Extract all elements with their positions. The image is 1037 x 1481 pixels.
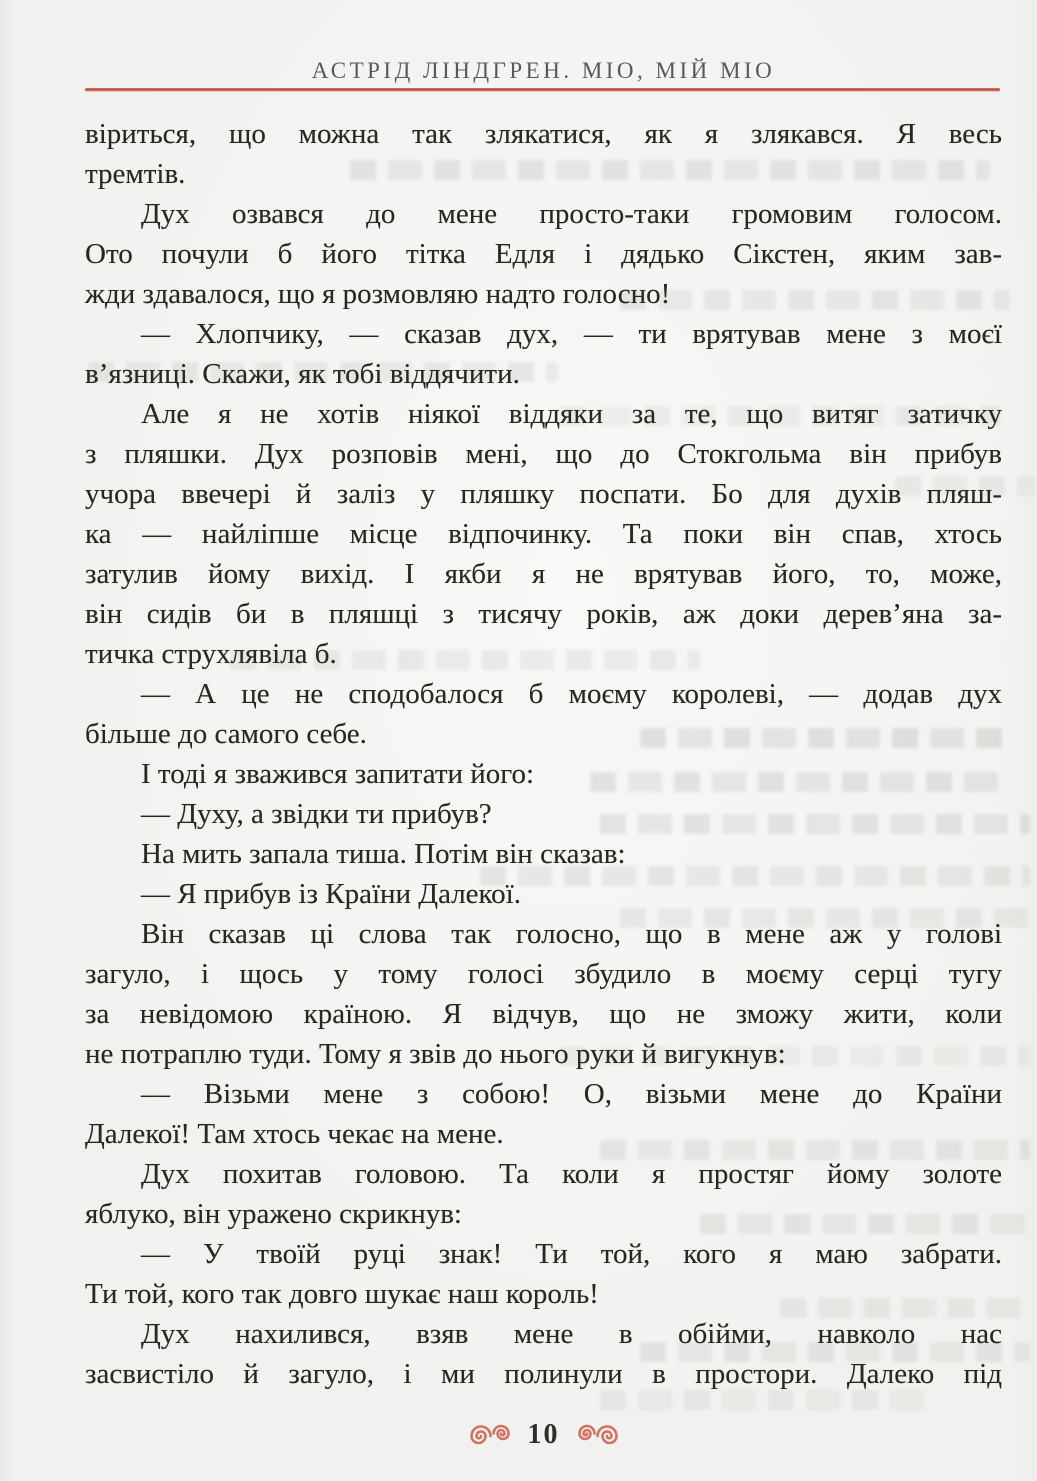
- body-line: Він сказав ці слова так голосно, що в мене аж у голові: [141, 918, 1002, 950]
- body-line: ка — найліпше місце відпочинку. Та поки він спав, хтось: [85, 518, 1002, 550]
- body-line: в’язниці. Скажи, як тобі віддячити.: [85, 358, 520, 390]
- body-line: затулив йому вихід. І якби я не врятував його, то, може,: [85, 558, 1002, 590]
- body-line: він сидів би в пляшці з тисячу років, аж доки дерев’яна за-: [85, 598, 1002, 630]
- body-line: Далекої! Там хтось чекає на мене.: [85, 1118, 504, 1150]
- running-header: АСТРІД ЛІНДГРЕН. МІО, МІЙ МІО: [311, 58, 776, 83]
- body-line: — У твоїй руці знак! Ти той, кого я маю забрати.: [141, 1238, 1002, 1270]
- body-line: більше до самого себе.: [85, 718, 367, 750]
- body-line: загуло, і щось у тому голосі збудило в моєму серці тугу: [85, 958, 1002, 990]
- body-line: з пляшки. Дух розповів мені, що до Стокгольма він прибув: [85, 438, 1002, 470]
- header-rule: [85, 88, 1000, 91]
- body-line: Ото почули б його тітка Едля і дядько Сікстен, яким зав-: [85, 238, 1002, 270]
- body-line: Дух нахилився, взяв мене в обійми, навколо нас: [141, 1318, 1002, 1350]
- body-line: Дух озвався до мене просто-таки громовим голосом.: [141, 198, 1002, 230]
- body-line: тремтів.: [85, 158, 186, 190]
- body-line: віриться, що можна так злякатися, як я злякався. Я весь: [85, 118, 1002, 150]
- body-line: жди здавалося, що я розмовляю надто голосно!: [85, 278, 671, 310]
- swirl-ornament-left: [469, 1424, 515, 1448]
- body-text: [85, 114, 1002, 1394]
- page-number: 10: [527, 1419, 560, 1450]
- body-line: — Візьми мене з собою! О, візьми мене до Країни: [141, 1078, 1002, 1110]
- body-line: На мить запала тиша. Потім він сказав:: [141, 838, 626, 870]
- body-line: І тоді я зважився запитати його:: [141, 758, 535, 790]
- swirl-ornament-right: [573, 1424, 619, 1448]
- body-line: — Духу, а звідки ти прибув?: [141, 798, 492, 830]
- body-line: Але я не хотів ніякої віддяки за те, що витяг затичку: [141, 398, 1002, 430]
- body-line: не потраплю туди. Тому я звів до нього руки й вигукнув:: [85, 1038, 786, 1070]
- body-line: — А це не сподобалося б моєму королеві, — додав дух: [141, 678, 1002, 710]
- body-line: за невідомою країною. Я відчув, що не зможу жити, коли: [85, 998, 1002, 1030]
- body-line: учора ввечері й заліз у пляшку поспати. Бо для духів пляш-: [85, 478, 1002, 510]
- body-line: тичка струхлявіла б.: [85, 638, 337, 670]
- body-line: Дух похитав головою. Та коли я простяг йому золоте: [141, 1158, 1002, 1190]
- body-line: — Хлопчику, — сказав дух, — ти врятував мене з моєї: [141, 318, 1002, 350]
- body-line: засвистіло й загуло, і ми полинули в простори. Далеко під: [85, 1358, 1002, 1390]
- body-line: Ти той, кого так довго шукає наш король!: [85, 1278, 599, 1310]
- page-footer: [85, 1416, 1002, 1456]
- body-line: — Я прибув із Країни Далекої.: [141, 878, 521, 910]
- body-line: яблуко, він уражено скрикнув:: [85, 1198, 462, 1230]
